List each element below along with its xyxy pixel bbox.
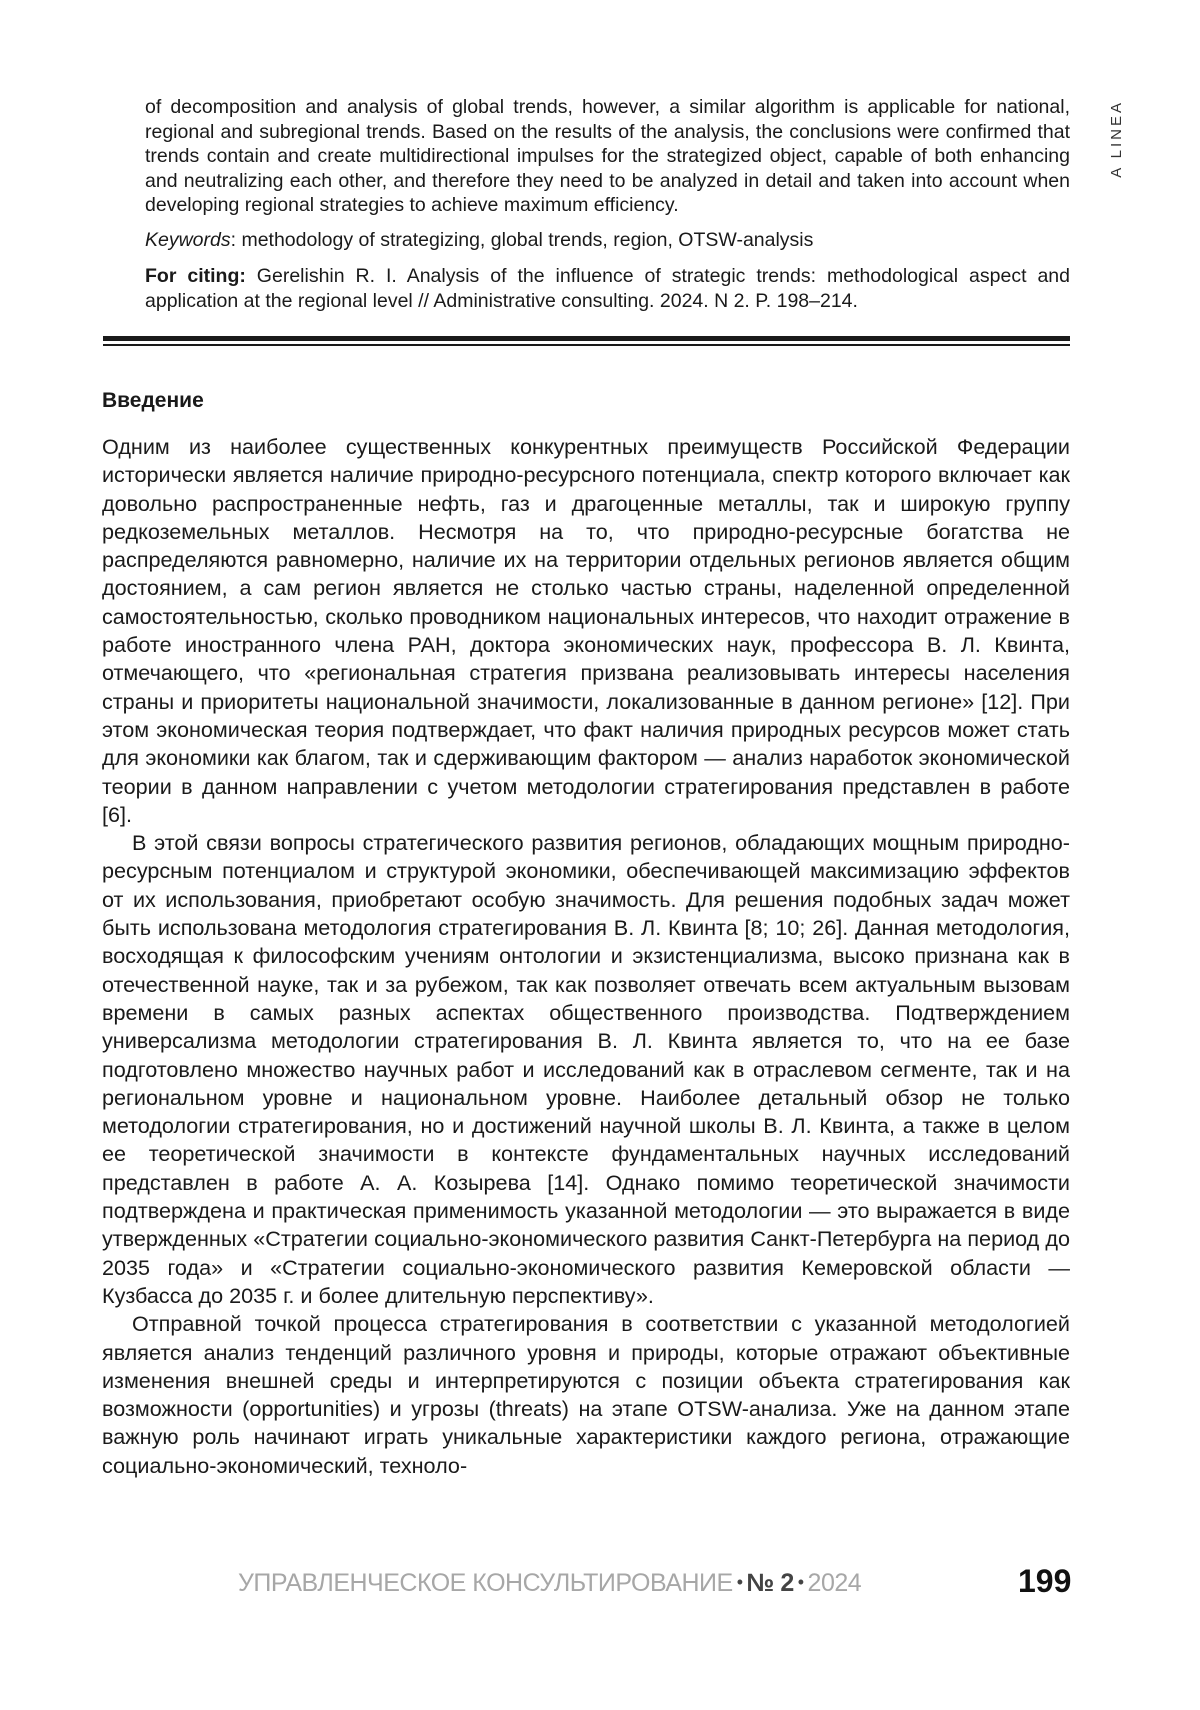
section-title: Введение xyxy=(102,389,204,413)
journal-running-title xyxy=(238,1569,861,1598)
divider-thick xyxy=(103,336,1070,341)
body-paragraph: Одним из наиболее существенных конкурентных преимуществ Российской Федерации исторически является наличие природно-ресурсного потенциала, спектр которого включает как довольно распространенные нефть, газ и драгоценные металлы, так и широкую группу редкоземельных металлов. Несмотря на то, что природно-ресурсные богатства не распределяются равномерно, наличие их на территории отдельных регионов является общим достоянием, а сам регион является не столько частью страны, наделенной определенной самостоятельностью, сколько проводником национальных интересов, что находит отражение в работе иностранного члена РАН, доктора экономических наук, профессора В. Л. Квинта, отмечающего, что «региональная стратегия призвана реализовывать интересы населения страны и приоритеты национальной значимости, локализованные в данном регионе» [12]. При этом экономическая теория подтверждает, что факт наличия природных ресурсов может стать для экономики как благом, так и сдерживающим фактором — анализ наработок экономической теории в данном направлении с учетом методологии стратегирования представлен в работе [6]. xyxy=(102,433,1070,829)
citation-line xyxy=(145,264,1070,313)
separator-dot: • xyxy=(737,1572,743,1592)
article-body xyxy=(102,433,1070,1480)
keywords-text: : methodology of strategizing, global trends, region, OTSW-analysis xyxy=(231,229,814,251)
separator-dot: • xyxy=(798,1572,804,1592)
citation-label: For citing: xyxy=(145,265,246,287)
journal-name: УПРАВЛЕНЧЕСКОЕ КОНСУЛЬТИРОВАНИЕ xyxy=(238,1569,733,1597)
page-footer xyxy=(0,1563,1200,1603)
issue-number: № 2 xyxy=(747,1569,794,1597)
page-number: 199 xyxy=(1018,1563,1071,1600)
body-paragraph: Отправной точкой процесса стратегирования в соответствии с указанной методологией является анализ тенденций различного уровня и природы, которые отражают объективные изменения внешней среды и интерпретируются с позиции объекта стратегирования как возможности (opportunities) и угрозы (threats) на этапе OTSW-анализа. Уже на данном этапе важную роль начинают играть уникальные характеристики каждого региона, отражающие социально-экономический, техноло- xyxy=(102,1310,1070,1480)
issue-year: 2024 xyxy=(808,1569,862,1597)
abstract-text: of decomposition and analysis of global trends, however, a similar algorithm is applicable for national, regional and subregional trends. Based on the results of the analysis, the conclusions were confirmed that trends contain and create multidirectional impulses for the strategized object, capable of both enhancing and neutralizing each other, and therefore they need to be analyzed in detail and taken into account when developing regional strategies to achieve maximum efficiency. xyxy=(145,95,1070,218)
abstract-block xyxy=(145,95,1070,313)
divider-thin xyxy=(103,344,1070,346)
citation-text: Gerelishin R. I. Analysis of the influence of strategic trends: methodological aspect and application at the regional level // Administrative consulting. 2024. N 2. P. 198–214. xyxy=(145,265,1070,312)
keywords-label: Keywords xyxy=(145,229,231,251)
body-paragraph: В этой связи вопросы стратегического развития регионов, обладающих мощным природно-ресурсным потенциалом и структурой экономики, обеспечивающей максимизацию эффектов от их использования, приобретают особую значимость. Для решения подобных задач может быть использована методология стратегирования В. Л. Квинта [8; 10; 26]. Данная методология, восходящая к философским учениям онтологии и экзистенциализма, высоко признана как в отечественной науке, так и за рубежом, так как позволяет отвечать всем актуальным вызовам времени в самых разных аспектах общественного производства. Подтверждением универсализма методологии стратегирования В. Л. Квинта является то, что на ее базе подготовлено множество научных работ и исследований как в отраслевом сегменте, так и на региональном уровне и национальном уровне. Наиболее детальный обзор не только методологии стратегирования, но и достижений научной школы В. Л. Квинта, а также в целом ее теоретической значимости в контексте фундаментальных научных исследований представлен в работе А. А. Козырева [14]. Однако помимо теоретической значимости подтверждена и практическая применимость указанной методологии — это выражается в виде утвержденных «Стратегии социально-экономического развития Санкт-Петербурга на период до 2035 года» и «Стратегии социально-экономического развития Кемеровской области — Кузбасса до 2035 г. и более длительную перспективу». xyxy=(102,829,1070,1310)
keywords-line xyxy=(145,228,1070,253)
journal-section-label: A LINEA xyxy=(1108,100,1125,178)
